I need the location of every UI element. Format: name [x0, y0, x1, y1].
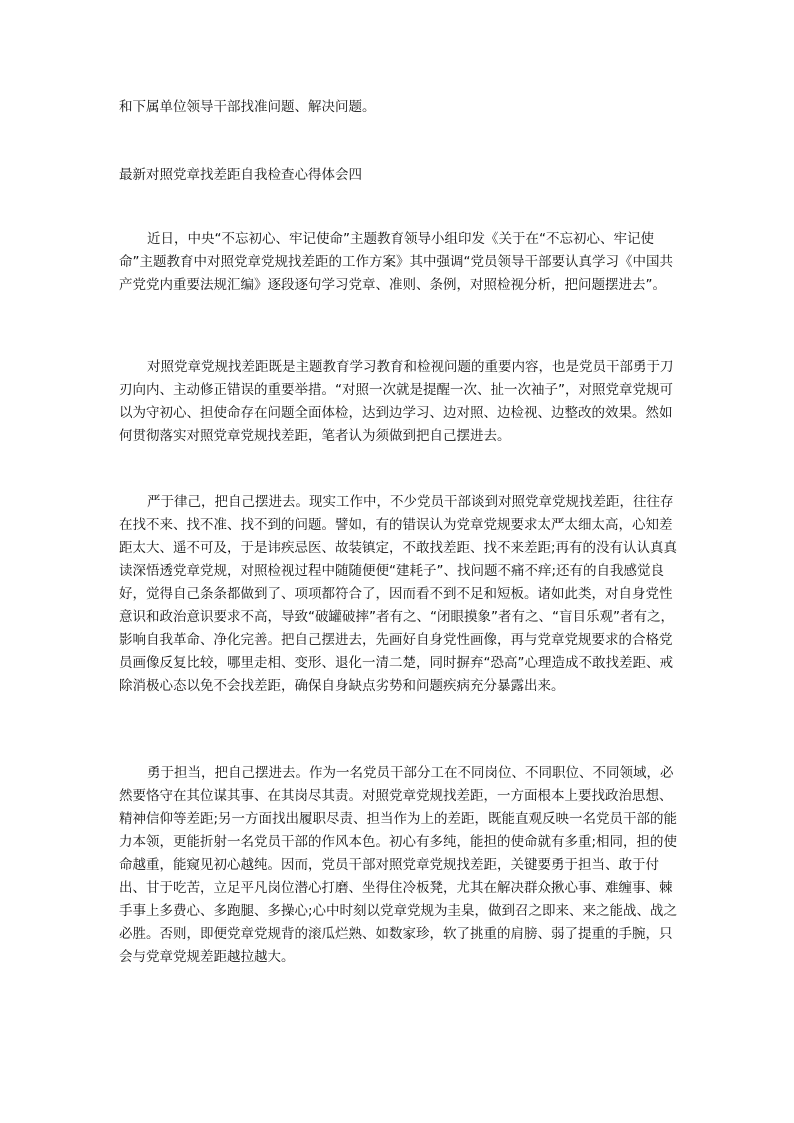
paragraph-2: 对照党章党规找差距既是主题教育学习教育和检视问题的重要内容，也是党员干部勇于刀刃向内、主动修正错误的重要举措。“对照一次就是提醒一次、扯一次袖子”，对照党章党规可以为守初心、担使命存在问题全面体检，达到边学习、边对照、边检视、边整改的效果。然如何贯彻落实对照党章党规找差距，笔者认为须做到把自己摆进去。: [119, 359, 674, 444]
carryover-paragraph: 和下属单位领导干部找准问题、解决问题。: [119, 99, 376, 115]
paragraph-3: 严于律己，把自己摆进去。现实工作中，不少党员干部谈到对照党章党规找差距，往往存在找不来、找不准、找不到的问题。譬如，有的错误认为党章党规要求太严太细太高，心知差距太大、遥不可及，于是讳疾忌医、故装镇定，不敢找差距、找不来差距;再有的没有认认真真读深悟透党章党规，对照检视过程中随随便便“建耗子”、找问题不痛不痒;还有的自我感觉良好，觉得自己条条都做到了、项项都符合了，因而看不到不足和短板。诸如此类，对自身党性意识和政治意识要求不高，导致“破罐破摔”者有之、“闭眼摸象”者有之、“盲目乐观”者有之，影响自我革命、净化完善。把自己摆进去，先画好自身党性画像，再与党章党规要求的合格党员画像反复比较，哪里走相、变形、退化一清二楚，同时摒弃“恐高”心理造成不敢找差距、戒除消极心态以免不会找差距，确保自身缺点劣势和问题疾病充分暴露出来。: [119, 494, 678, 694]
paragraph-1: 近日，中央“不忘初心、牢记使命”主题教育领导小组印发《关于在“不忘初心、牢记使命”主题教育中对照党章党规找差距的工作方案》其中强调“党员领导干部要认真学习《中国共产党党内重要法规汇编》逐段逐句学习党章、准则、条例，对照检视分析，把问题摆进去”。: [119, 231, 673, 293]
section-heading: 最新对照党章找差距自我检查心得体会四: [119, 167, 362, 183]
paragraph-4: 勇于担当，把自己摆进去。作为一名党员干部分工在不同岗位、不同职位、不同领域，必然要恪守在其位谋其事、在其岗尽其责。对照党章党规找差距，一方面根本上要找政治思想、精神信仰等差距;另一方面找出履职尽责、担当作为上的差距，既能直观反映一名党员干部的能力本领，更能折射一名党员干部的作风本色。初心有多纯，能担的使命就有多重;相同，担的使命越重，能窥见初心越纯。因而，党员干部对照党章党规找差距，关键要勇于担当、敢于付出、甘于吃苦，立足平凡岗位潜心打磨、坐得住冷板凳，尤其在解决群众揪心事、难缠事、棘手事上多费心、多跑腿、多操心;心中时刻以党章党规为圭臬，做到召之即来、来之能战、战之必胜。否则，即便党章党规背的滚瓜烂熟、如数家珍，软了挑重的肩膀、弱了提重的手腕，只会与党章党规差距越拉越大。: [119, 765, 678, 965]
